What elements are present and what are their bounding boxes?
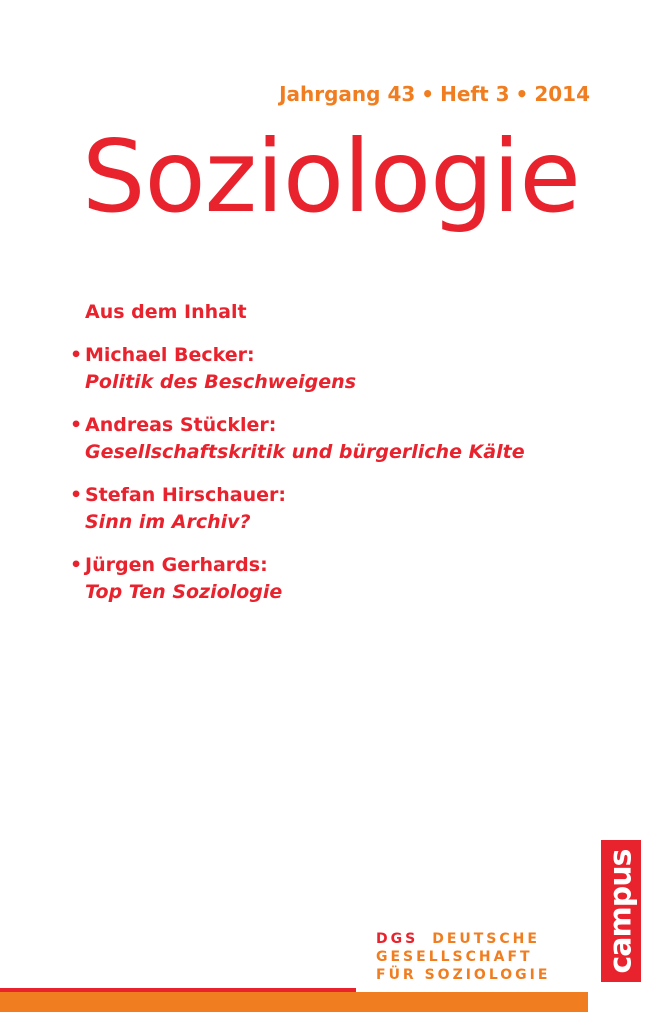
- toc-item: [70, 552, 525, 606]
- table-of-contents: [70, 298, 525, 622]
- society-row-1: [376, 930, 550, 948]
- contents-heading: Aus dem Inhalt: [85, 301, 247, 323]
- toc-author: Jürgen Gerhards:: [85, 554, 268, 576]
- toc-author: Stefan Hirschauer:: [85, 484, 286, 506]
- toc-article-title: Sinn im Archiv?: [85, 511, 251, 533]
- bullet-icon: •: [70, 554, 83, 576]
- society-name-line2: GESELLSCHAFT: [376, 949, 533, 965]
- toc-item: [70, 482, 525, 536]
- year-label: 2014: [534, 82, 590, 106]
- toc-article-title: Politik des Beschweigens: [85, 371, 357, 393]
- separator-dot: •: [421, 82, 435, 106]
- bullet-icon: •: [70, 484, 83, 506]
- separator-dot: •: [515, 82, 529, 106]
- toc-list: [70, 342, 525, 606]
- society-abbreviation: DGS: [376, 931, 419, 947]
- bottom-accent-bar-orange: [0, 992, 588, 1012]
- publisher-logo: [601, 840, 641, 982]
- bullet-icon: •: [70, 414, 83, 436]
- issue-label: Heft 3: [440, 82, 510, 106]
- issue-info: [279, 80, 590, 108]
- bullet-icon: •: [70, 344, 83, 366]
- toc-article-title: Gesellschaftskritik und bürgerliche Kälte: [85, 441, 525, 463]
- journal-title: Soziologie: [82, 118, 580, 235]
- toc-article-title: Top Ten Soziologie: [85, 581, 283, 603]
- society-name-line3: FÜR SOZIOLOGIE: [376, 967, 551, 983]
- toc-item: [70, 412, 525, 466]
- toc-item: [70, 342, 525, 396]
- toc-author: Michael Becker:: [85, 344, 255, 366]
- toc-author: Andreas Stückler:: [85, 414, 277, 436]
- volume-label: Jahrgang 43: [279, 82, 416, 106]
- publisher-logo-text: campus: [603, 849, 639, 973]
- society-name-line1: DEUTSCHE: [432, 931, 540, 947]
- society-logo: [376, 930, 550, 984]
